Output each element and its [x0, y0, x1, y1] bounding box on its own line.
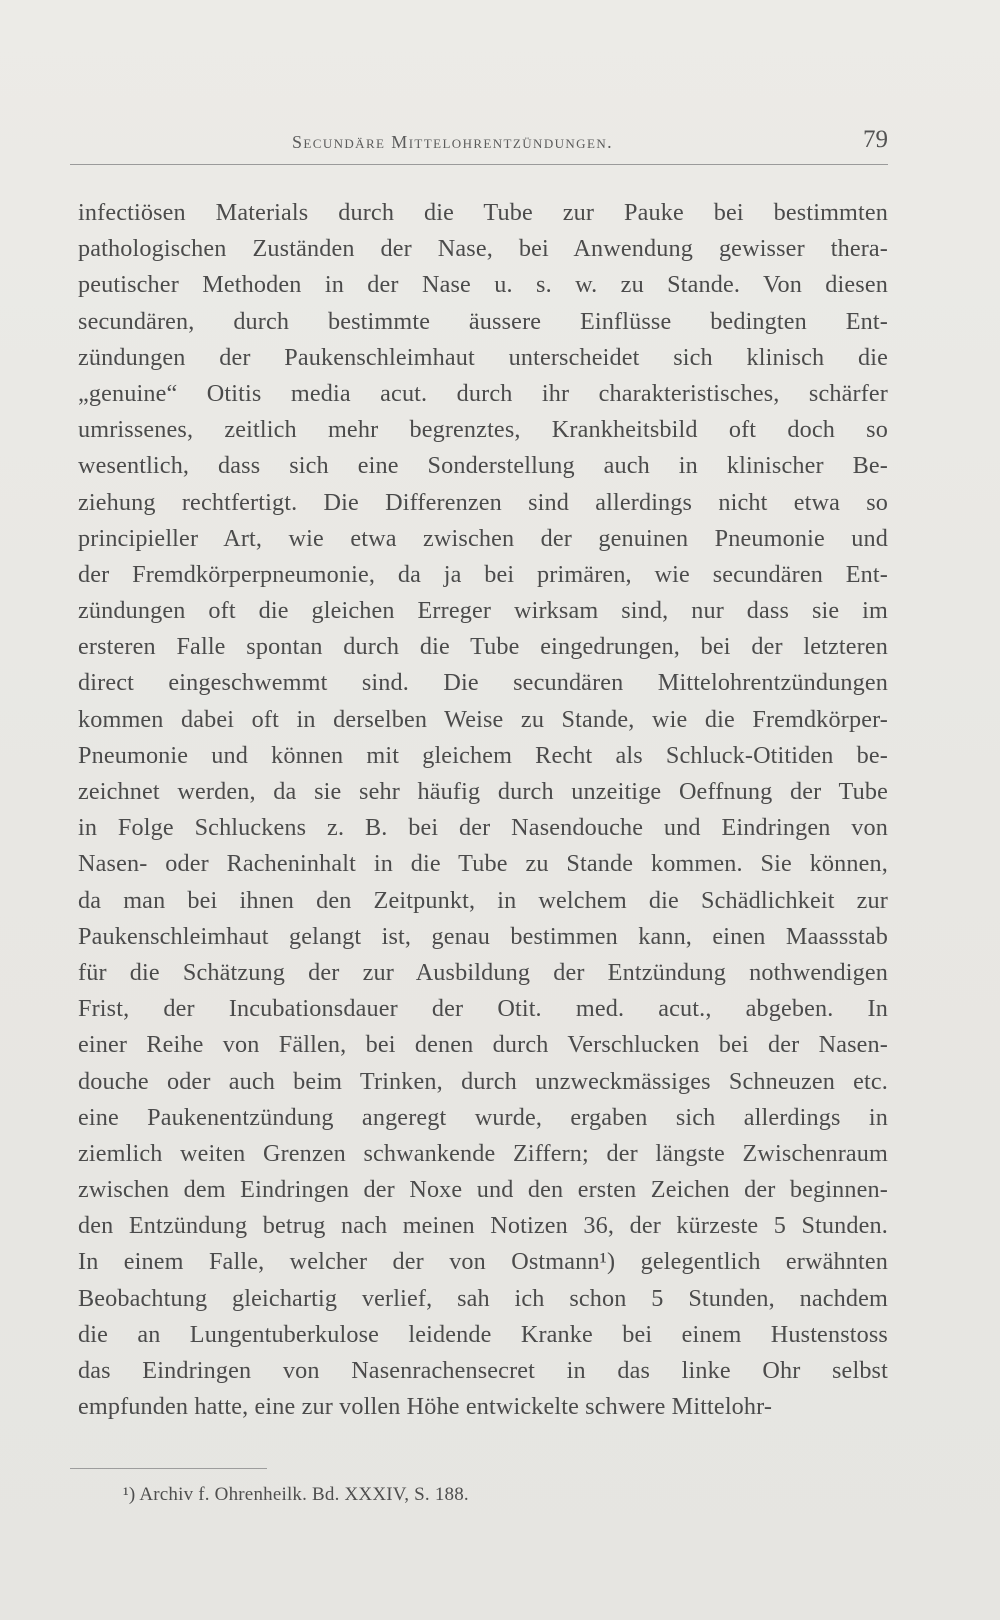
- text-line: principieller Art, wie etwa zwischen der genuinen Pneumonie und: [78, 524, 888, 552]
- text-line: infectiösen Materials durch die Tube zur Pauke bei bestimmten: [78, 199, 888, 226]
- text-line: empfunden hatte, eine zur vollen Höhe entwickelte schwere Mittelohr-: [78, 1393, 773, 1421]
- running-title: Secundäre Mittelohrentzündungen.: [292, 132, 614, 152]
- text-line: den Entzündung betrug nach meinen Notizen 36, der kürzeste 5 Stunden.: [78, 1212, 888, 1240]
- text-line: in Folge Schluckens z. B. bei der Nasendouche und Eindringen von: [78, 814, 888, 842]
- text-line: Frist, der Incubationsdauer der Otit. med. acut., abgeben. In: [78, 995, 888, 1023]
- text-line: das Eindringen von Nasenrachensecret in das linke Ohr selbst: [78, 1357, 888, 1384]
- text-line: ziemlich weiten Grenzen schwankende Ziffern; der längste Zwischenraum: [78, 1139, 888, 1167]
- footnote-rule: [70, 1468, 267, 1469]
- text-line: die an Lungentuberkulose leidende Kranke bei einem Hustenstoss: [78, 1320, 888, 1348]
- text-line: kommen dabei oft in derselben Weise zu Stande, wie die Fremdkörper-: [78, 705, 888, 733]
- text-line: direct eingeschwemmt sind. Die secundären Mittelohrentzündungen: [78, 669, 888, 697]
- text-line: Beobachtung gleichartig verlief, sah ich schon 5 Stunden, nachdem: [78, 1284, 888, 1312]
- text-line: douche oder auch beim Trinken, durch unzweckmässiges Schneuzen etc.: [78, 1067, 888, 1095]
- text-line: umrissenes, zeitlich mehr begrenztes, Krankheitsbild oft doch so: [78, 416, 888, 444]
- text-line: eine Paukenentzündung angeregt wurde, ergaben sich allerdings in: [78, 1103, 888, 1131]
- text-line: secundären, durch bestimmte äussere Einflüsse bedingten Ent-: [78, 307, 888, 335]
- text-line: „genuine“ Otitis media acut. durch ihr charakteristisches, schärfer: [78, 379, 888, 407]
- text-line: pathologischen Zuständen der Nase, bei Anwendung gewisser thera-: [78, 235, 888, 263]
- text-line: für die Schätzung der zur Ausbildung der Entzündung nothwendigen: [78, 958, 888, 986]
- footnote: ¹) Archiv f. Ohrenheilk. Bd. XXXIV, S. 188.: [123, 1484, 469, 1505]
- text-line: zündungen der Paukenschleimhaut unterscheidet sich klinisch die: [78, 343, 888, 371]
- text-line: ziehung rechtfertigt. Die Differenzen sind allerdings nicht etwa so: [78, 488, 888, 516]
- text-line: In einem Falle, welcher der von Ostmann¹) gelegentlich erwähnten: [78, 1248, 888, 1276]
- text-line: Pneumonie und können mit gleichem Recht als Schluck-Otitiden be-: [78, 741, 888, 769]
- text-line: der Fremdkörperpneumonie, da ja bei primären, wie secundären Ent-: [78, 560, 888, 588]
- text-line: peutischer Methoden in der Nase u. s. w. zu Stande. Von diesen: [78, 271, 888, 299]
- page-number: 79: [863, 126, 888, 153]
- text-line: Nasen- oder Racheninhalt in die Tube zu Stande kommen. Sie können,: [78, 850, 888, 878]
- text-line: zündungen oft die gleichen Erreger wirksam sind, nur dass sie im: [78, 597, 888, 625]
- text-line: einer Reihe von Fällen, bei denen durch Verschlucken bei der Nasen-: [78, 1031, 888, 1059]
- text-line: ersteren Falle spontan durch die Tube eingedrungen, bei der letzteren: [78, 633, 888, 661]
- body-text: [78, 195, 888, 1425]
- text-line: wesentlich, dass sich eine Sonderstellung auch in klinischer Be-: [78, 452, 888, 480]
- text-line: da man bei ihnen den Zeitpunkt, in welchem die Schädlichkeit zur: [78, 886, 888, 914]
- text-line: zwischen dem Eindringen der Noxe und den ersten Zeichen der beginnen-: [78, 1176, 888, 1204]
- text-line: Paukenschleimhaut gelangt ist, genau bestimmen kann, einen Maassstab: [78, 922, 888, 950]
- running-header: [70, 124, 888, 165]
- text-line: zeichnet werden, da sie sehr häufig durch unzeitige Oeffnung der Tube: [78, 778, 888, 805]
